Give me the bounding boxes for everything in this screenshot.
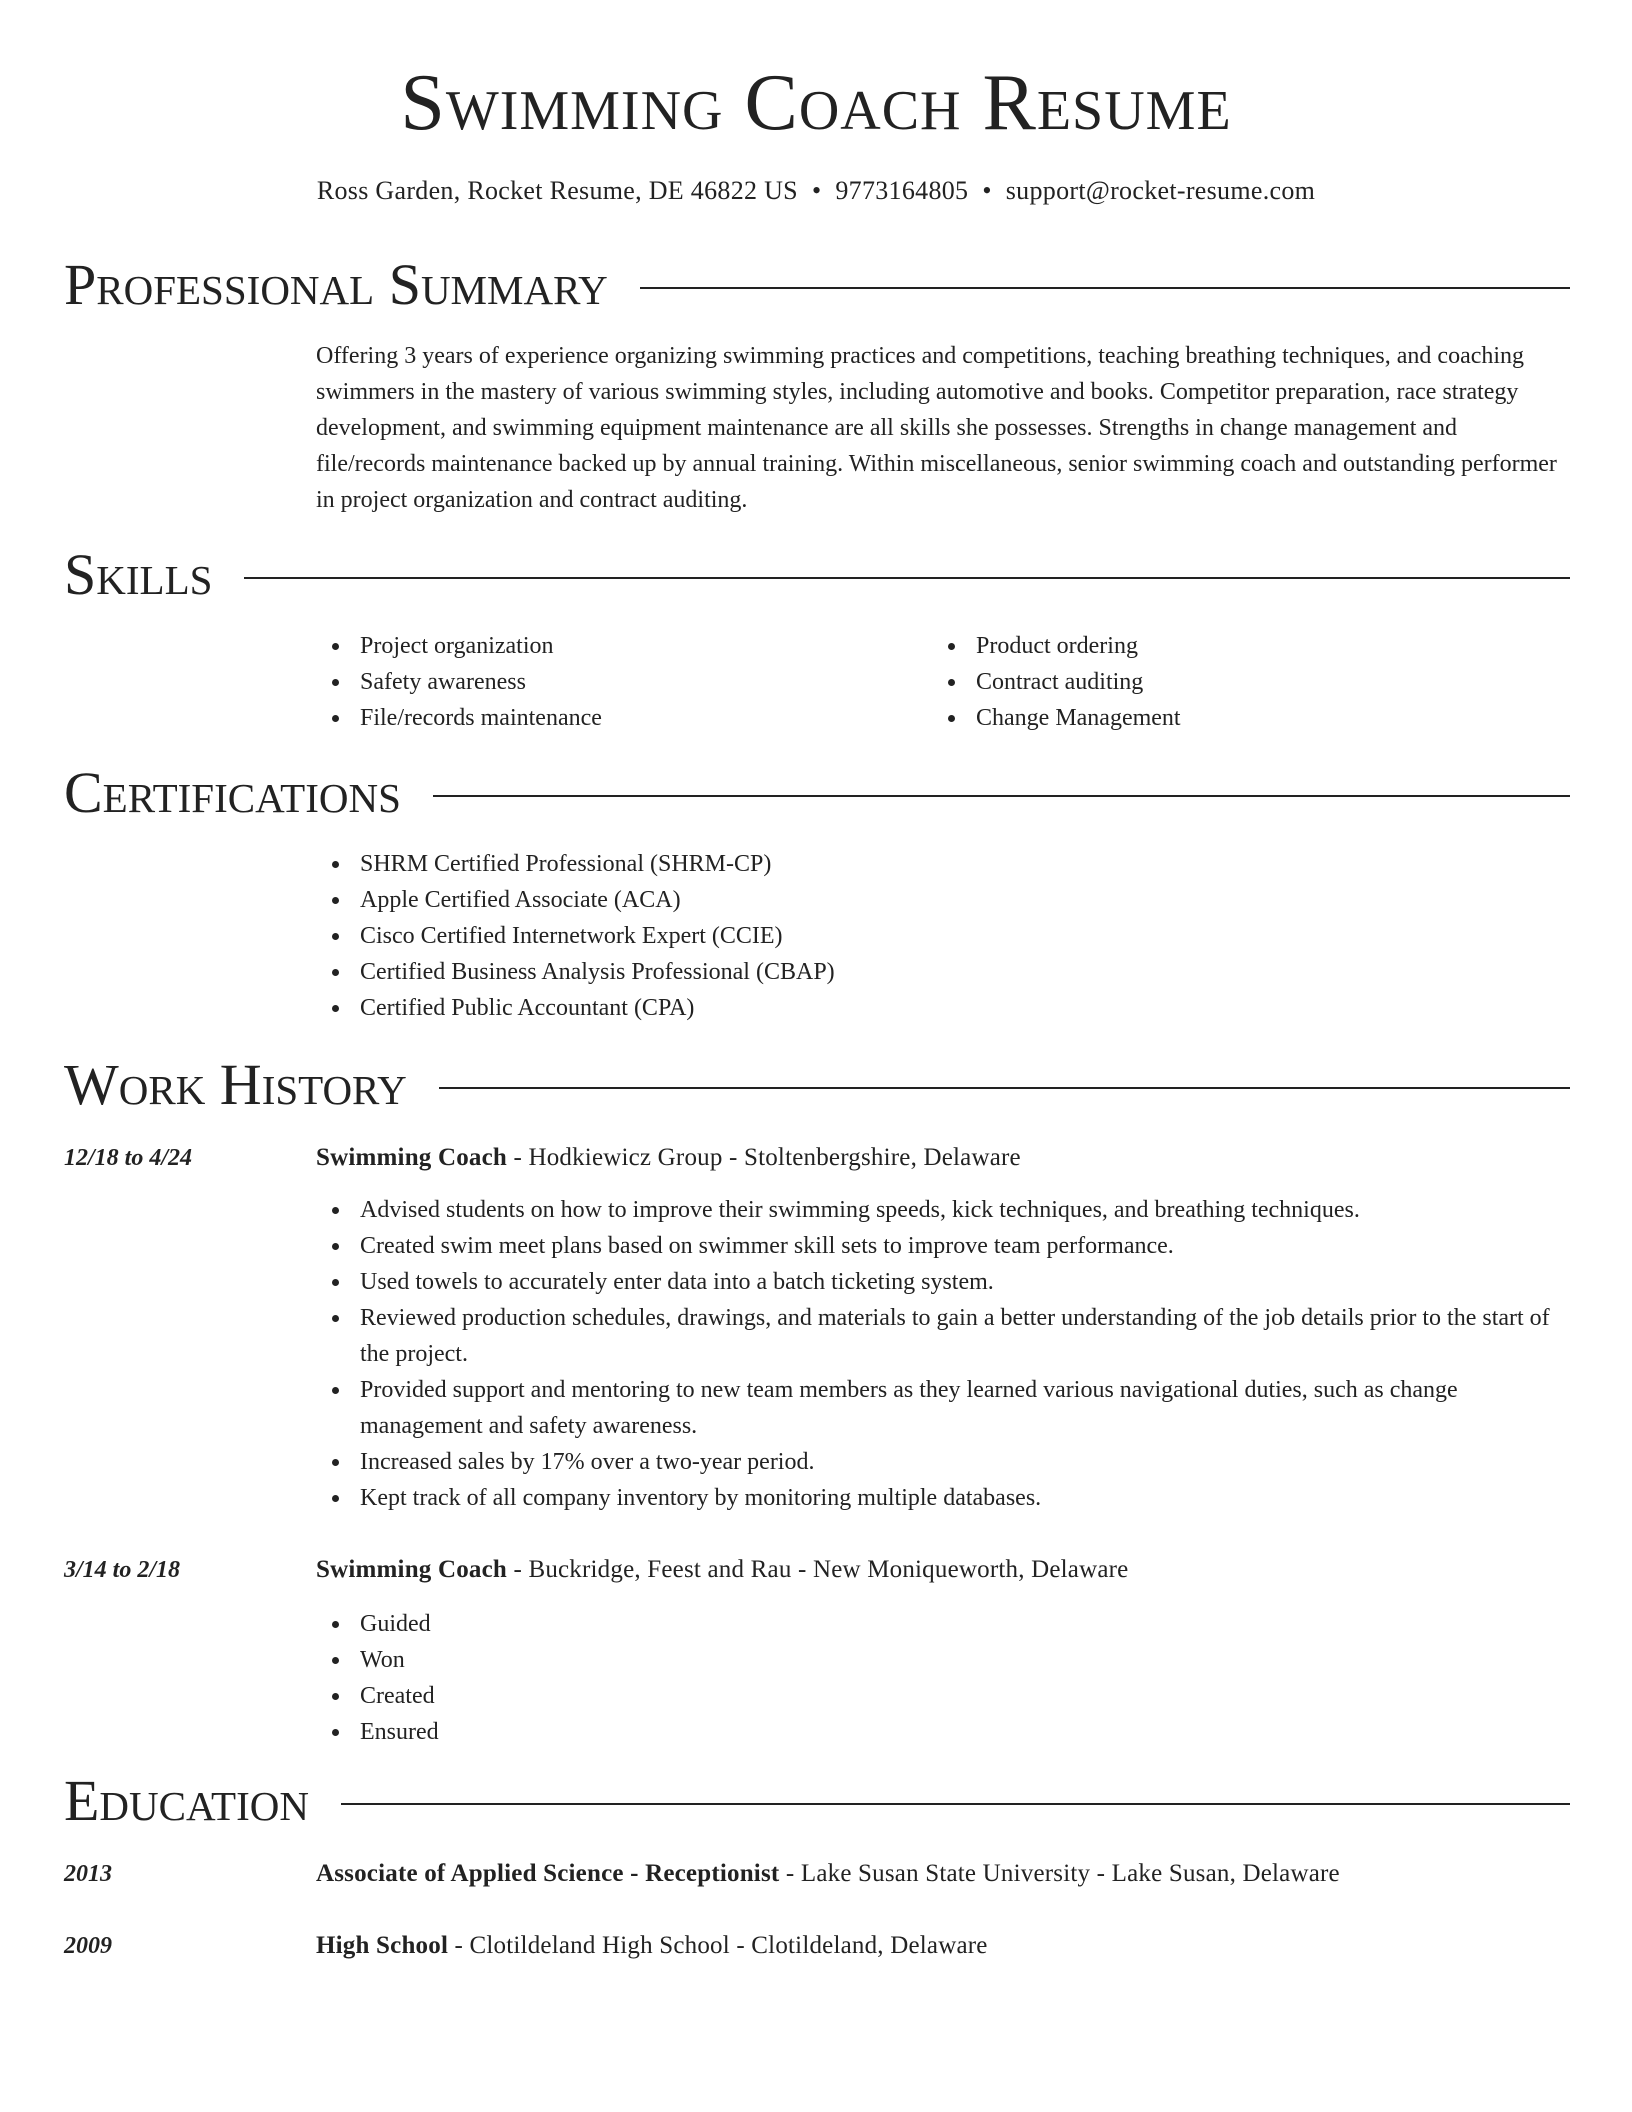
skill-item: Product ordering (932, 628, 1181, 664)
job-duty: Provided support and mentoring to new team members as they learned various navigational duties, such as change management and safety awareness. (316, 1372, 1570, 1444)
skills-list-left (316, 628, 602, 736)
section-summary-header (64, 250, 1570, 320)
certification-item: Certified Public Accountant (CPA) (316, 990, 835, 1026)
certification-item: Certified Business Analysis Professional (CBAP) (316, 954, 835, 990)
section-title: Skills (64, 542, 213, 607)
job-duty: Created (316, 1678, 1570, 1714)
job-dates: 3/14 to 2/18 (64, 1557, 181, 1583)
email: support@rocket-resume.com (1005, 176, 1316, 205)
section-divider (439, 1087, 1570, 1089)
phone: 9773164805 (835, 176, 969, 205)
job-company-location: - Hodkiewicz Group - Stoltenbergshire, Delaware (507, 1144, 1021, 1171)
school-location: - Lake Susan State University - Lake Susan, Delaware (779, 1860, 1340, 1887)
school-location: - Clotildeland High School - Clotildeland, Delaware (448, 1932, 988, 1959)
separator-dot: • (811, 176, 822, 205)
job-duties-list (316, 1192, 1570, 1516)
job-duty: Ensured (316, 1714, 1570, 1750)
education-entry (316, 1856, 1340, 1892)
skill-item: Safety awareness (316, 664, 602, 700)
job-duty: Reviewed production schedules, drawings, and materials to gain a better understanding of the job details prior to the start of the project. (316, 1300, 1570, 1372)
education-year: 2009 (64, 1933, 112, 1959)
certification-item: SHRM Certified Professional (SHRM-CP) (316, 846, 835, 882)
education-year: 2013 (64, 1861, 112, 1887)
section-certifications-header (64, 758, 1570, 828)
section-divider (341, 1803, 1570, 1805)
certifications-list (316, 846, 835, 1026)
job-duty: Created swim meet plans based on swimmer skill sets to improve team performance. (316, 1228, 1570, 1264)
job-duty: Used towels to accurately enter data into a batch ticketing system. (316, 1264, 1570, 1300)
degree: High School (316, 1932, 449, 1959)
section-divider (433, 795, 1570, 797)
job-duty: Increased sales by 17% over a two-year period. (316, 1444, 1570, 1480)
skills-list-right (932, 628, 1181, 736)
job-dates: 12/18 to 4/24 (64, 1145, 193, 1171)
job-heading (316, 1140, 1021, 1176)
section-divider (244, 577, 1570, 579)
section-education-header (64, 1766, 1570, 1836)
address: Ross Garden, Rocket Resume, DE 46822 US (316, 176, 798, 205)
job-heading (316, 1552, 1128, 1588)
section-skills-header (64, 540, 1570, 610)
job-duty: Guided (316, 1606, 1570, 1642)
skill-item: Project organization (316, 628, 602, 664)
job-company-location: - Buckridge, Feest and Rau - New Moniqueworth, Delaware (507, 1556, 1129, 1583)
section-divider (640, 287, 1570, 289)
skill-item: File/records maintenance (316, 700, 602, 736)
section-title: Professional Summary (64, 252, 608, 317)
job-title: Swimming Coach (316, 1556, 508, 1583)
job-duties-list (316, 1606, 1570, 1750)
job-duty: Kept track of all company inventory by monitoring multiple databases. (316, 1480, 1570, 1516)
certification-item: Cisco Certified Internetwork Expert (CCIE) (316, 918, 835, 954)
section-title: Certifications (64, 760, 401, 825)
section-title: Education (64, 1768, 309, 1833)
section-work-header (64, 1050, 1570, 1120)
education-entry (316, 1928, 988, 1964)
certification-item: Apple Certified Associate (ACA) (316, 882, 835, 918)
skill-item: Change Management (932, 700, 1181, 736)
skill-item: Contract auditing (932, 664, 1181, 700)
summary-text: Offering 3 years of experience organizing swimming practices and competitions, teaching breathing techniques, and coaching swimmers in the mastery of various swimming styles, including automotive and books. Competitor preparation, race strategy development, and swimming equipment maintenance are all skills she possesses. Strengths in change management and file/records maintenance backed up by annual training. Within miscellaneous, senior swimming coach and outstanding performer in project organization and contract auditing. (316, 343, 1557, 513)
job-duty: Advised students on how to improve their swimming speeds, kick techniques, and breathing techniques. (316, 1192, 1570, 1228)
job-duty: Won (316, 1642, 1570, 1678)
section-title: Work History (64, 1052, 407, 1117)
contact-line (0, 174, 1632, 208)
separator-dot: • (982, 176, 992, 205)
job-title: Swimming Coach (316, 1144, 508, 1171)
resume-title: Swimming Coach Resume (400, 59, 1232, 147)
degree: Associate of Applied Science - Receptionist (316, 1860, 780, 1887)
